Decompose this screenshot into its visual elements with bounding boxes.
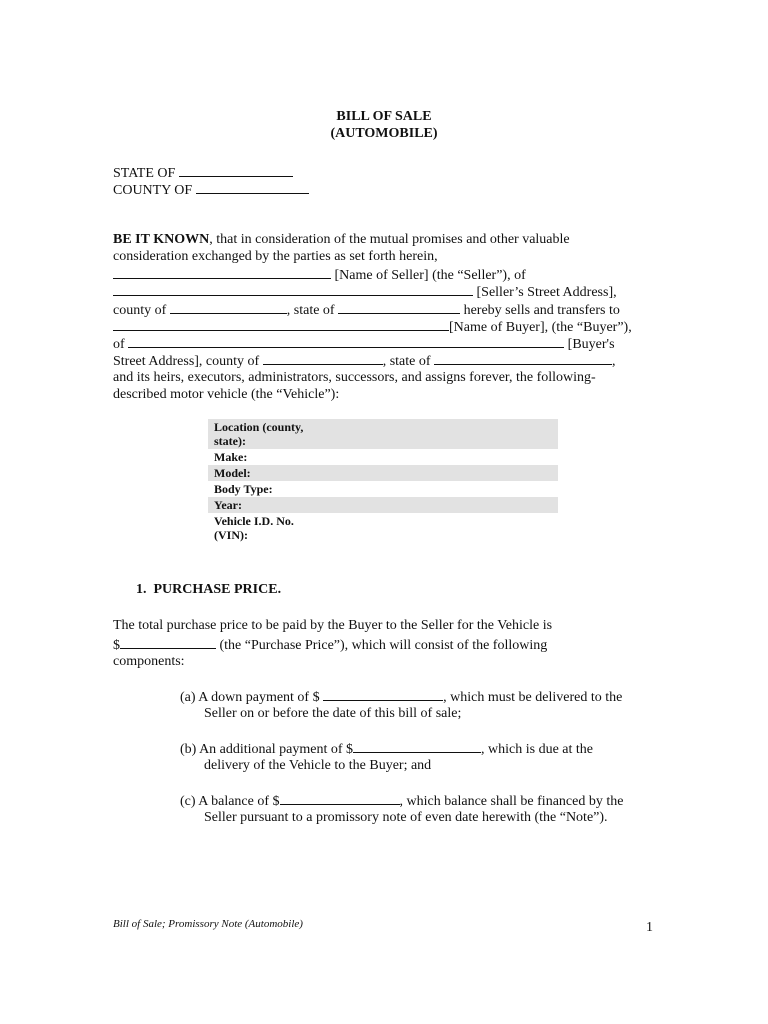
buyer-name-label: [Name of Buyer], (the “Buyer”), (449, 320, 632, 335)
described-line: described motor vehicle (the “Vehicle”): (113, 387, 340, 402)
purchase-line-2 (113, 635, 547, 654)
heirs-line: and its heirs, executors, administrators, successors, and assigns forever, the following- (113, 370, 596, 385)
buyer-address-label: [Buyer's (567, 337, 615, 352)
table-row (208, 497, 558, 513)
purchase-line-2-text: (the “Purchase Price”), which will consist of the following (219, 638, 548, 653)
comma: , (612, 354, 616, 369)
vehicle-vin-label: Vehicle I.D. No. (VIN): (214, 514, 294, 542)
page-number: 1 (646, 920, 653, 935)
buyer-state-blank[interactable] (434, 351, 612, 365)
table-row (208, 419, 558, 449)
balance-blank[interactable] (280, 791, 400, 805)
item-b-line-1 (180, 739, 593, 758)
county-blank[interactable] (196, 180, 309, 194)
vehicle-vin-value[interactable] (312, 513, 558, 543)
purchase-line-3: components: (113, 654, 185, 669)
table-row (208, 513, 558, 543)
item-c-marker: (c) (180, 794, 196, 809)
seller-address-label: [Seller’s Street Address], (476, 285, 617, 300)
vehicle-location-value[interactable] (312, 419, 558, 449)
vehicle-year-value[interactable] (312, 497, 558, 513)
item-c-pre: A balance of $ (198, 794, 280, 809)
seller-state-text: , state of (286, 303, 335, 318)
table-row (208, 465, 558, 481)
seller-county-text: county of (113, 303, 167, 318)
vehicle-body-type-label: Body Type: (214, 482, 273, 496)
county-line (113, 180, 309, 199)
seller-address-line (113, 282, 617, 301)
item-b-pre: An additional payment of $ (199, 742, 354, 757)
vehicle-make-value[interactable] (312, 449, 558, 465)
additional-payment-blank[interactable] (353, 739, 481, 753)
section-heading-purchase-price: 1. PURCHASE PRICE. (136, 582, 282, 597)
item-c-post: , which balance shall be financed by the (399, 794, 624, 809)
buyer-name-blank[interactable] (113, 317, 449, 331)
intro-line-2: consideration exchanged by the parties as set forth herein, (113, 249, 438, 264)
item-a-pre: A down payment of $ (198, 690, 320, 705)
buyer-county-blank[interactable] (263, 351, 383, 365)
seller-name-blank[interactable] (113, 265, 331, 279)
item-a-post: , which must be delivered to the (443, 690, 623, 705)
buyer-county-line (113, 351, 616, 370)
vehicle-model-label: Model: (208, 465, 312, 481)
vehicle-year-label: Year: (208, 497, 312, 513)
intro-bold: BE IT KNOWN (113, 232, 210, 247)
item-c-line-2: Seller pursuant to a promissory note of even date herewith (the “Note”). (204, 810, 608, 825)
table-row (208, 449, 558, 465)
county-label: COUNTY OF (113, 183, 193, 198)
document-title: BILL OF SALE (336, 109, 432, 124)
purchase-price-blank[interactable] (120, 635, 216, 649)
dollar-sign: $ (113, 638, 120, 653)
intro-line-1 (113, 231, 570, 248)
vehicle-table (208, 419, 558, 543)
footer-text: Bill of Sale; Promissory Note (Automobile) (113, 918, 303, 930)
buyer-address-blank[interactable] (128, 334, 564, 348)
vehicle-make-label: Make: (214, 450, 248, 464)
down-payment-blank[interactable] (323, 687, 443, 701)
item-c-line-1 (180, 791, 623, 810)
document-subtitle: (AUTOMOBILE) (330, 126, 438, 141)
item-a-line-2: Seller on or before the date of this bill of sale; (204, 706, 462, 721)
seller-state-blank[interactable] (338, 300, 460, 314)
seller-name-label: [Name of Seller] (the “Seller”), of (334, 268, 526, 283)
table-row (208, 481, 558, 497)
item-b-line-2: delivery of the Vehicle to the Buyer; and (204, 758, 432, 773)
item-b-post: , which is due at the (481, 742, 594, 757)
street-address-text: Street Address], county of (113, 354, 260, 369)
state-label: STATE OF (113, 166, 176, 181)
buyer-state-text: , state of (382, 354, 431, 369)
purchase-line-1: The total purchase price to be paid by the Buyer to the Seller for the Vehicle is (113, 618, 553, 633)
seller-county-blank[interactable] (170, 300, 287, 314)
item-a-line-1 (180, 687, 622, 706)
state-blank[interactable] (179, 163, 293, 177)
item-b-marker: (b) (180, 742, 197, 757)
intro-line1-text: , that in consideration of the mutual promises and other valuable (209, 232, 570, 247)
of-text: of (113, 337, 125, 352)
seller-address-blank[interactable] (113, 282, 473, 296)
vehicle-location-label: Location (county, state): (208, 419, 312, 449)
item-a-marker: (a) (180, 690, 196, 705)
vehicle-model-value[interactable] (312, 465, 558, 481)
vehicle-body-type-value[interactable] (312, 481, 558, 497)
sells-text: hereby sells and transfers to (463, 303, 620, 318)
